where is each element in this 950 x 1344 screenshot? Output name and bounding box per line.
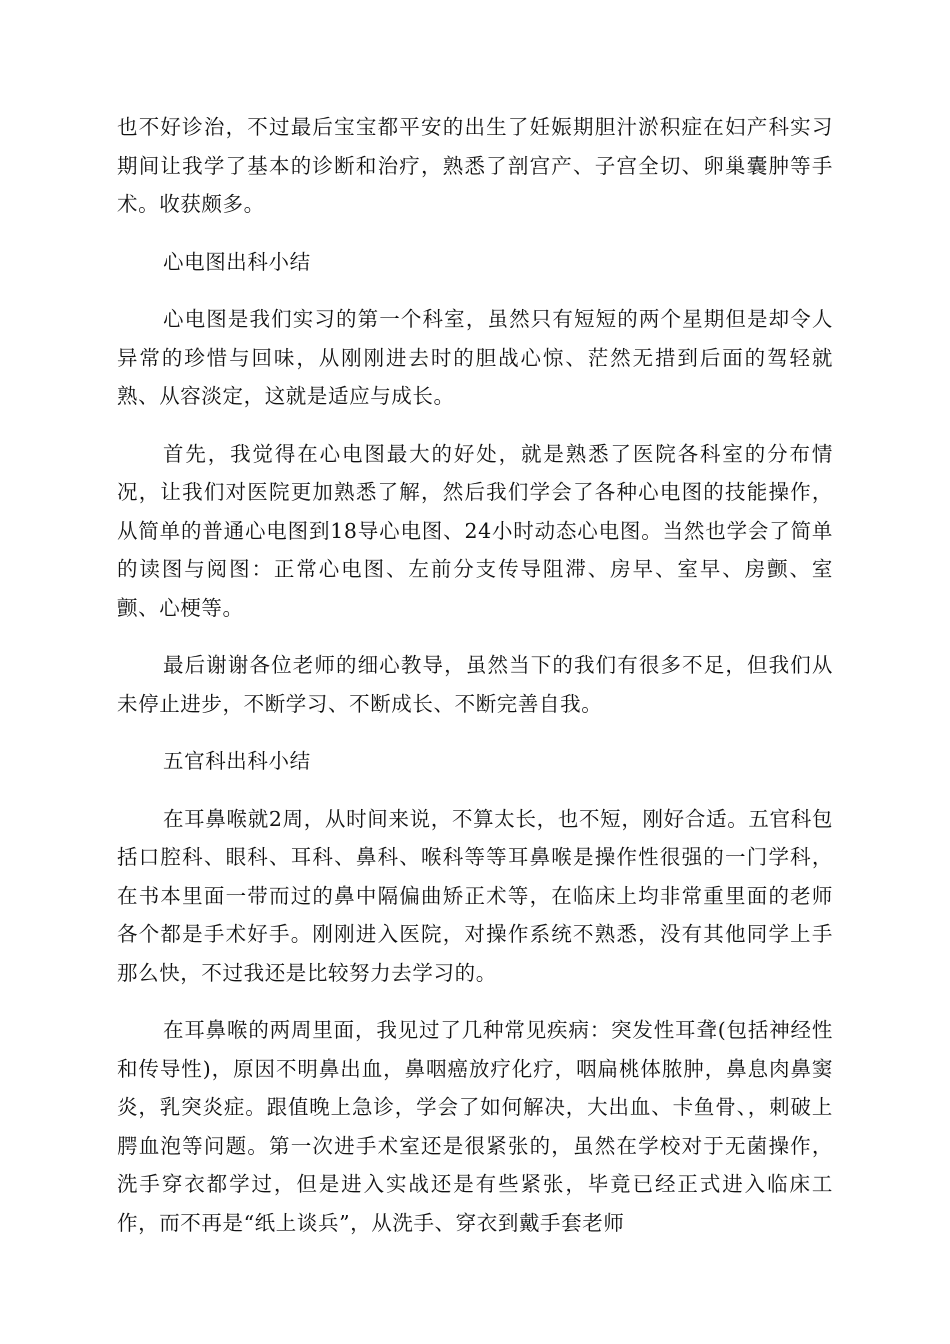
paragraph-ecg-intro: 心电图是我们实习的第一个科室，虽然只有短短的两个星期但是却令人异常的珍惜与回味，从刚刚进去时的胆战心惊、茫然无措到后面的驾轻就熟、从容淡定，这就是适应与成长。 bbox=[117, 307, 833, 408]
paragraph-ecg-thanks: 最后谢谢各位老师的细心教导，虽然当下的我们有很多不足，但我们从未停止进步，不断学习、不断成长、不断完善自我。 bbox=[117, 653, 833, 716]
section-heading-ecg: 心电图出科小结 bbox=[163, 249, 311, 274]
paragraph-continuation: 也不好诊治，不过最后宝宝都平安的出生了妊娠期胆汁淤积症在妇产科实习期间让我学了基本的诊断和治疗，熟悉了剖宫产、子宫全切、卵巢囊肿等手术。收获颇多。 bbox=[117, 115, 833, 216]
paragraph-ecg-skills: 首先，我觉得在心电图最大的好处，就是熟悉了医院各科室的分布情况，让我们对医院更加熟悉了解，然后我们学会了各种心电图的技能操作，从简单的普通心电图到18导心电图、24小时动态心电图。当然也学会了简单的读图与阅图：正常心电图、左前分支传导阻滞、房早、室早、房颤、室颤、心梗等。 bbox=[117, 441, 833, 620]
document-body bbox=[117, 108, 833, 1261]
paragraph-ent-diseases: 在耳鼻喉的两周里面，我见过了几种常见疾病：突发性耳聋(包括神经性和传导性)，原因不明鼻出血，鼻咽癌放疗化疗，咽扁桃体脓肿，鼻息肉鼻窦炎，乳突炎症。跟值晚上急诊，学会了如何解决，大出血、卡鱼骨、，刺破上腭血泡等问题。第一次进手术室还是很紧张的，虽然在学校对于无菌操作，洗手穿衣都学过，但是进入实战还是有些紧张，毕竟已经正式进入临床工作，而不再是“纸上谈兵”，从洗手、穿衣到戴手套老师 bbox=[117, 1018, 833, 1235]
section-heading-ent: 五官科出科小结 bbox=[163, 749, 311, 773]
paragraph-ent-intro: 在耳鼻喉就2周，从时间来说，不算太长，也不短，刚好合适。五官科包括口腔科、眼科、耳科、鼻科、喉科等等耳鼻喉是操作性很强的一门学科，在书本里面一带而过的鼻中隔偏曲矫正术等，在临床上均非常重里面的老师各个都是手术好手。刚刚进入医院，对操作系统不熟悉，没有其他同学上手那么快，不过我还是比较努力去学习的。 bbox=[117, 806, 833, 985]
